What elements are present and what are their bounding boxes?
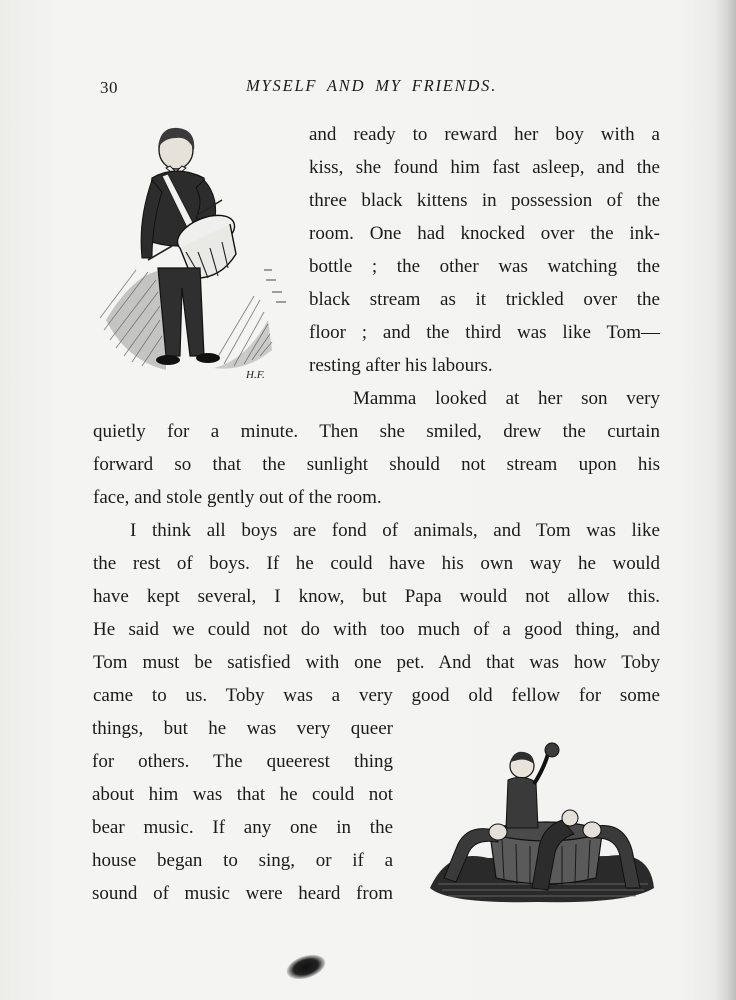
running-title: MYSELF AND MY FRIENDS.: [246, 76, 498, 95]
paragraph-start-line: Mamma looked at her son very: [353, 388, 660, 409]
text-line: bottle ; the other was watching the: [309, 256, 660, 277]
text-line: bear music. If any one in the: [92, 817, 393, 838]
text-line: kiss, she found him fast asleep, and the: [309, 157, 660, 178]
ink-smudge: [284, 950, 329, 983]
text-line: He said we could not do with too much of a good thing, and: [93, 619, 660, 640]
apple-bobbing-illustration: [428, 738, 656, 906]
text-line: the rest of boys. If he could have his own way he would: [93, 553, 660, 574]
text-line: resting after his labours.: [309, 355, 493, 376]
boys-at-tub-icon: [428, 738, 656, 906]
page-number: 30: [100, 78, 118, 97]
boy-with-drum-icon: [96, 120, 296, 392]
text-line: and ready to reward her boy with a: [309, 124, 660, 145]
page-edge-shadow: [714, 0, 736, 1000]
text-line: house began to sing, or if a: [92, 850, 393, 871]
drummer-boy-illustration: [96, 120, 296, 392]
text-line: Tom must be satisfied with one pet. And that was how Toby: [93, 652, 660, 673]
text-line: came to us. Toby was a very good old fellow for some: [93, 685, 660, 706]
illustrator-signature: H.F.: [246, 369, 265, 381]
text-line: floor ; and the third was like Tom—: [309, 322, 660, 343]
text-line: three black kittens in possession of the: [309, 190, 660, 211]
text-line: face, and stole gently out of the room.: [93, 487, 382, 508]
text-line: for others. The queerest thing: [92, 751, 393, 772]
text-line: about him was that he could not: [92, 784, 393, 805]
paragraph-start-line: I think all boys are fond of animals, and Tom was like: [130, 520, 660, 541]
text-line: room. One had knocked over the ink-: [309, 223, 660, 244]
text-line: have kept several, I know, but Papa would not allow this.: [93, 586, 660, 607]
text-line: black stream as it trickled over the: [309, 289, 660, 310]
text-line: quietly for a minute. Then she smiled, drew the curtain: [93, 421, 660, 442]
text-line: things, but he was very queer: [92, 718, 393, 739]
text-line: forward so that the sunlight should not stream upon his: [93, 454, 660, 475]
text-line: sound of music were heard from: [92, 883, 393, 904]
